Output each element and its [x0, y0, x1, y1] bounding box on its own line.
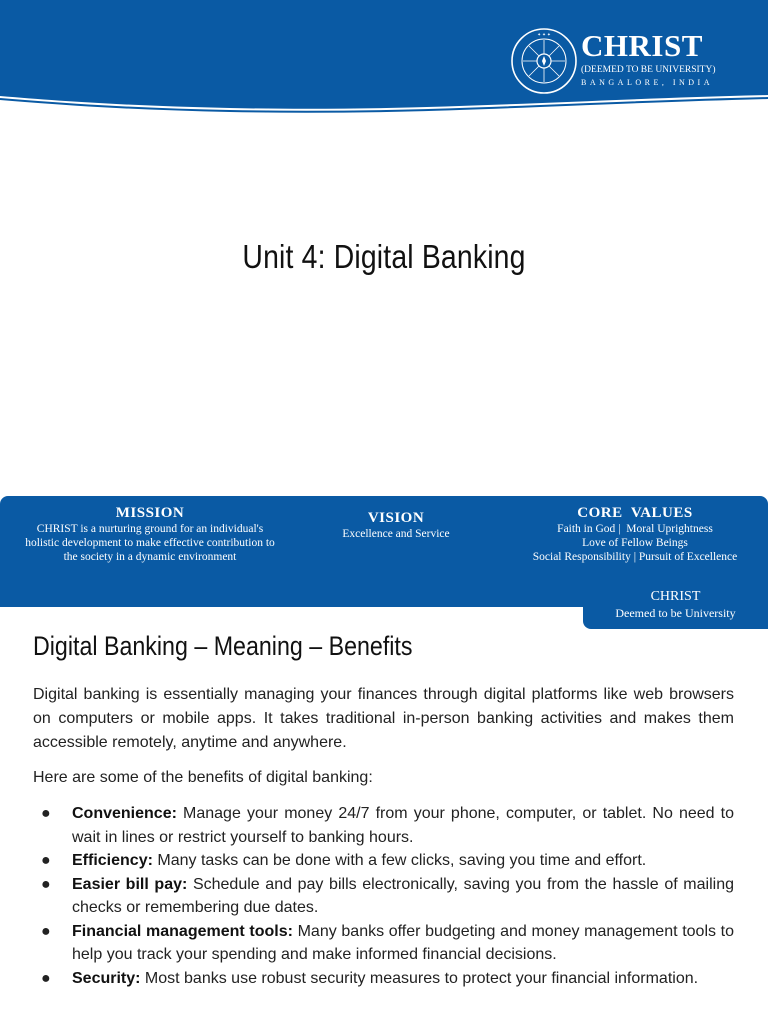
benefits-list — [33, 802, 734, 990]
section-title: Digital Banking – Meaning – Benefits — [33, 631, 413, 661]
list-item — [33, 873, 734, 920]
brand-name: CHRIST — [581, 28, 703, 63]
core-values-section — [505, 504, 765, 564]
core-values-heading: CORE VALUES — [577, 505, 693, 521]
benefit-text: Most banks use robust security measures to protect your financial information. — [140, 969, 699, 987]
list-item — [33, 802, 734, 849]
vision-section — [320, 509, 472, 541]
lead-paragraph: Here are some of the benefits of digital banking: — [33, 769, 373, 786]
bullet-icon: ● — [41, 875, 51, 893]
vision-text: Excellence and Service — [342, 528, 450, 540]
benefit-text: Many banks offer budgeting and money management tools to help you track your spending and make informed financial decisions. — [72, 922, 735, 963]
content-slide — [0, 607, 768, 1024]
mission-line: CHRIST is a nurturing ground for an individual's — [36, 523, 264, 535]
svg-text:✦ ✦ ✦: ✦ ✦ ✦ — [537, 32, 551, 37]
slide-title: Unit 4: Digital Banking — [242, 238, 526, 275]
benefit-label: Security: — [72, 969, 141, 987]
benefit-text: Schedule and pay bills electronically, saving you from the hassle of mailing checks or remembering due dates. — [72, 875, 734, 916]
mission-line: the society in a dynamic environment — [63, 551, 237, 563]
brand-subtitle: (DEEMED TO BE UNIVERSITY) — [581, 65, 716, 75]
mission-heading: MISSION — [115, 505, 185, 521]
core-values-line: Social Responsibility | Pursuit of Excellence — [532, 551, 738, 563]
mission-section — [0, 504, 300, 564]
benefit-label: Efficiency: — [72, 852, 153, 869]
benefit-label: Convenience: — [72, 805, 177, 822]
university-seal-logo — [510, 27, 578, 95]
list-item — [33, 920, 734, 967]
mission-line: holistic development to make effective contribution to — [25, 537, 275, 549]
benefit-label: Easier bill pay: — [72, 875, 188, 893]
bullet-icon: ● — [41, 852, 51, 869]
bullet-icon: ● — [41, 922, 51, 940]
core-values-line: Love of Fellow Beings — [582, 537, 688, 549]
benefit-text: Manage your money 24/7 from your phone, computer, or tablet. No need to wait in lines or restrict yourself to banking hours. — [72, 805, 734, 846]
bullet-icon: ● — [41, 805, 51, 822]
benefit-text: Many tasks can be done with a few clicks, saving you time and effort. — [152, 852, 647, 869]
benefit-label: Financial management tools: — [72, 922, 293, 940]
intro-paragraph: Digital banking is essentially managing your finances through digital platforms like web browsers on computers or mobile apps. It takes traditional in-person banking activities and makes them accessible remotely, anytime and anywhere. — [33, 686, 734, 751]
footer-university-subtitle: Deemed to be University — [615, 606, 736, 620]
footer-university-name: CHRIST — [650, 589, 701, 604]
vision-heading: VISION — [367, 510, 425, 526]
core-values-line: Faith in God | Moral Uprightness — [557, 523, 713, 535]
list-item — [33, 967, 734, 991]
brand-city: BANGALORE, INDIA — [581, 78, 713, 87]
bullet-icon: ● — [41, 969, 51, 987]
list-item — [33, 849, 734, 873]
